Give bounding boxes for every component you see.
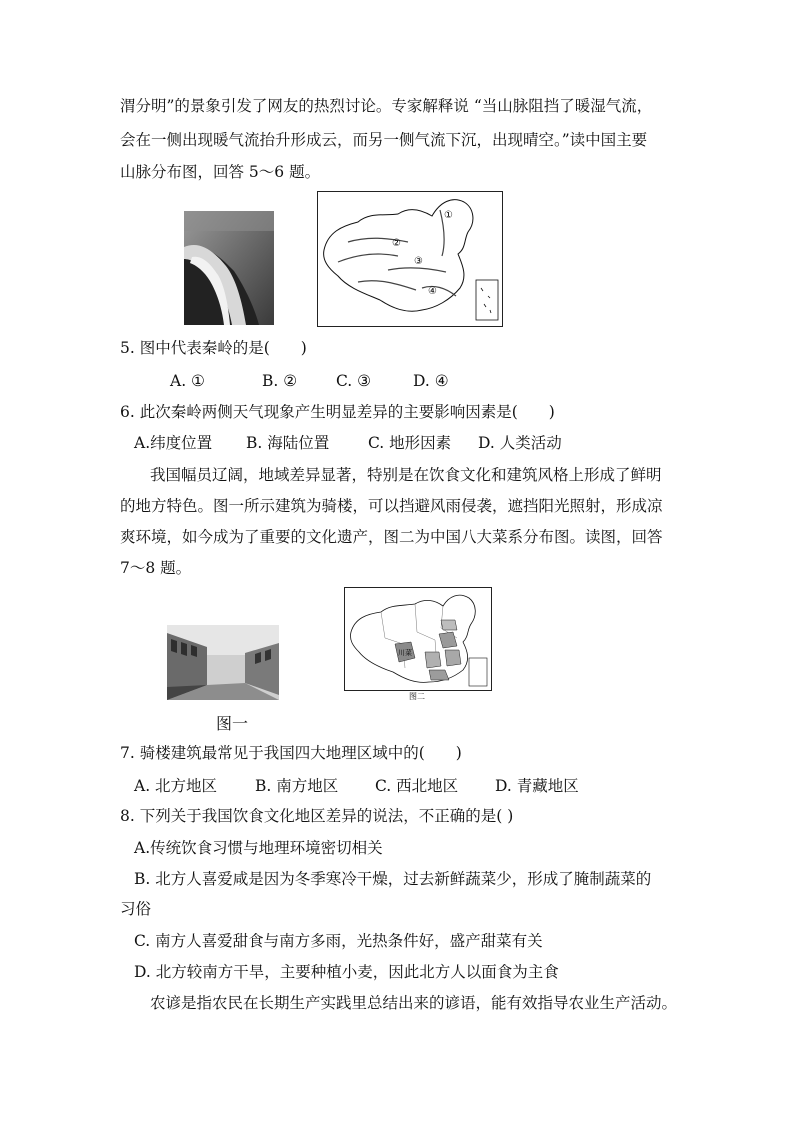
closing-line1: 农谚是指农民在长期生产实践里总结出来的谚语，能有效指导农业生产活动。 xyxy=(150,994,678,1012)
intro-qinling-line3: 山脉分布图，回答 5～6 题。 xyxy=(120,163,321,181)
q6-option-b: B. 海陆位置 xyxy=(246,434,330,452)
q6-stem: 6. 此次秦岭两侧天气现象产生明显差异的主要影响因素是( ) xyxy=(120,403,555,421)
map1-marker-4: ④ xyxy=(428,286,437,297)
intro-building-line4: 7～8 题。 xyxy=(120,559,192,577)
map1-marker-2: ② xyxy=(392,238,401,249)
figure-2-caption: 图二 xyxy=(409,692,425,701)
map2-label-sichuan: 川菜 xyxy=(398,649,412,657)
china-mountains-map xyxy=(317,191,503,327)
intro-building-line3: 爽环境，如今成为了重要的文化遗产，图二为中国八大菜系分布图。读图，回答 xyxy=(120,528,663,546)
intro-qinling-line2: 会在一侧出现暖气流抬升形成云，而另一侧气流下沉，出现晴空。”读中国主要 xyxy=(120,131,648,149)
arcade-building-photo xyxy=(167,625,279,700)
q5-option-a: A. ① xyxy=(170,372,205,390)
q8-option-a: A.传统饮食习惯与地理环境密切相关 xyxy=(134,839,383,857)
q7-stem: 7. 骑楼建筑最常见于我国四大地理区域中的( ) xyxy=(120,744,462,762)
q7-option-d: D. 青藏地区 xyxy=(495,777,579,795)
q5-option-c: C. ③ xyxy=(336,372,372,390)
q8-option-d: D. 北方较南方干旱，主要种植小麦，因此北方人以面食为主食 xyxy=(134,963,559,981)
intro-qinling-line1: 渭分明”的景象引发了网友的热烈讨论。专家解释说 “当山脉阻挡了暖湿气流， xyxy=(120,97,653,115)
map1-marker-3: ③ xyxy=(414,256,423,267)
q6-option-a: A.纬度位置 xyxy=(134,434,213,452)
q5-stem: 5. 图中代表秦岭的是( ) xyxy=(120,339,307,357)
qinling-cloud-photo xyxy=(184,211,274,325)
q8-option-b-line1: B. 北方人喜爱咸是因为冬季寒冷干燥，过去新鲜蔬菜少，形成了腌制蔬菜的 xyxy=(134,870,652,888)
map1-marker-1: ① xyxy=(444,210,453,221)
q7-option-c: C. 西北地区 xyxy=(375,777,459,795)
q8-stem: 8. 下列关于我国饮食文化地区差异的说法，不正确的是( ) xyxy=(120,807,514,825)
intro-building-line2: 的地方特色。图一所示建筑为骑楼，可以挡避风雨侵袭，遮挡阳光照射，形成凉 xyxy=(120,497,663,515)
q6-option-d: D. 人类活动 xyxy=(478,434,562,452)
figure-1-caption: 图一 xyxy=(216,714,249,733)
eight-cuisines-map xyxy=(344,587,492,691)
q7-option-a: A. 北方地区 xyxy=(134,777,218,795)
q8-option-c: C. 南方人喜爱甜食与南方多雨，光热条件好，盛产甜菜有关 xyxy=(134,932,543,950)
q7-option-b: B. 南方地区 xyxy=(255,777,339,795)
q5-option-d: D. ④ xyxy=(413,372,449,390)
q5-option-b: B. ② xyxy=(262,372,298,390)
q8-option-b-line2: 习俗 xyxy=(120,900,152,918)
intro-building-line1: 我国幅员辽阔，地域差异显著，特别是在饮食文化和建筑风格上形成了鲜明 xyxy=(150,466,662,484)
q6-option-c: C. 地形因素 xyxy=(368,434,452,452)
